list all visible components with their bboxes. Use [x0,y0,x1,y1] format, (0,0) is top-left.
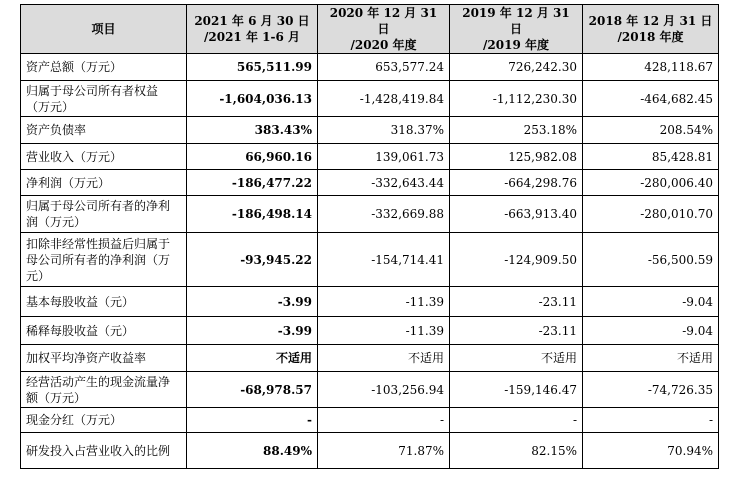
header-col-line2: /2020 年度 [350,38,417,52]
row-value: 383.43% [187,117,318,144]
row-label: 现金分红（万元） [21,408,187,433]
table-row [21,54,719,81]
row-value: -154,714.41 [318,233,450,287]
table-row [21,170,719,196]
row-label: 归属于母公司所有者的净利润（万元） [21,196,187,233]
row-value: - [318,408,450,433]
row-value: -159,146.47 [450,372,583,408]
header-col-line1: 2018 年 12 月 31 日 [588,14,713,28]
header-col-2021h1 [187,5,318,54]
header-col-line2: /2021 年 1-6 月 [204,30,300,44]
row-value: -74,726.35 [583,372,719,408]
row-value: -56,500.59 [583,233,719,287]
row-value: -1,604,036.13 [187,81,318,117]
row-value: -3.99 [187,287,318,317]
row-value: 不适用 [450,345,583,372]
row-value: -1,428,419.84 [318,81,450,117]
header-col-2020 [318,5,450,54]
row-value: -664,298.76 [450,170,583,196]
row-value: -186,498.14 [187,196,318,233]
row-label: 基本每股收益（元） [21,287,187,317]
row-value: 不适用 [187,345,318,372]
header-col-2019 [450,5,583,54]
row-value: 139,061.73 [318,144,450,170]
row-label: 经营活动产生的现金流量净额（万元） [21,372,187,408]
row-value: -124,909.50 [450,233,583,287]
header-col-line1: 2019 年 12 月 31 日 [462,6,570,36]
table-row [21,233,719,287]
row-value: -103,256.94 [318,372,450,408]
row-value: 不适用 [318,345,450,372]
header-col-2018 [583,5,719,54]
row-value: 565,511.99 [187,54,318,81]
table-row [21,81,719,117]
row-value: 85,428.81 [583,144,719,170]
row-value: 726,242.30 [450,54,583,81]
row-label: 净利润（万元） [21,170,187,196]
table-row [21,196,719,233]
table-row [21,287,719,317]
header-col-line2: /2019 年度 [483,38,549,52]
row-value: 318.37% [318,117,450,144]
row-value: -3.99 [187,317,318,345]
table-row [21,408,719,433]
row-value: -23.11 [450,317,583,345]
row-value: 253.18% [450,117,583,144]
row-value: -280,010.70 [583,196,719,233]
table-row [21,317,719,345]
financial-data-table [20,4,719,469]
row-value: - [450,408,583,433]
row-label: 加权平均净资产收益率 [21,345,187,372]
row-label: 营业收入（万元） [21,144,187,170]
header-item: 项目 [21,5,187,54]
row-label: 资产总额（万元） [21,54,187,81]
row-value: 428,118.67 [583,54,719,81]
row-value: -93,945.22 [187,233,318,287]
table-row [21,345,719,372]
row-value: -186,477.22 [187,170,318,196]
row-value: -23.11 [450,287,583,317]
row-label: 扣除非经常性损益后归属于母公司所有者的净利润（万元） [21,233,187,287]
row-label: 研发投入占营业收入的比例 [21,433,187,469]
header-col-line2: /2018 年度 [617,30,684,44]
table-row [21,372,719,408]
row-value: -332,643.44 [318,170,450,196]
row-value: - [583,408,719,433]
row-value: - [187,408,318,433]
table-row [21,117,719,144]
row-value: -9.04 [583,287,719,317]
row-value: -68,978.57 [187,372,318,408]
header-row [21,5,719,54]
row-value: 82.15% [450,433,583,469]
row-label: 稀释每股收益（元） [21,317,187,345]
table-row [21,433,719,469]
row-value: 88.49% [187,433,318,469]
row-value: -663,913.40 [450,196,583,233]
row-value: 不适用 [583,345,719,372]
header-col-line1: 2020 年 12 月 31 日 [329,6,438,36]
row-value: 208.54% [583,117,719,144]
row-value: -9.04 [583,317,719,345]
row-value: -1,112,230.30 [450,81,583,117]
row-value: 653,577.24 [318,54,450,81]
table-row [21,144,719,170]
row-label: 归属于母公司所有者权益（万元） [21,81,187,117]
row-value: -11.39 [318,317,450,345]
row-value: 70.94% [583,433,719,469]
header-col-line1: 2021 年 6 月 30 日 [194,14,310,28]
row-value: 125,982.08 [450,144,583,170]
row-value: 71.87% [318,433,450,469]
row-value: 66,960.16 [187,144,318,170]
row-value: -11.39 [318,287,450,317]
row-value: -332,669.88 [318,196,450,233]
row-label: 资产负债率 [21,117,187,144]
row-value: -280,006.40 [583,170,719,196]
row-value: -464,682.45 [583,81,719,117]
